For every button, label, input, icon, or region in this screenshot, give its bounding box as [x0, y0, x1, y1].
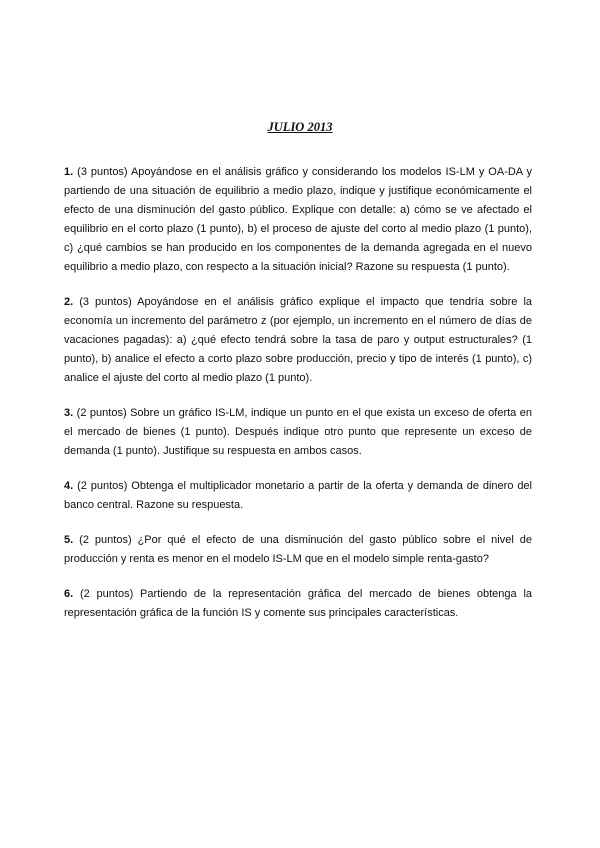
- question-text: (3 puntos) Apoyándose en el análisis gráfico y considerando los modelos IS-LM y OA-DA y partiendo de una situación de equilibrio a medio plazo, indique y justifique económicamente el efecto de una disminución del gasto público. Explique con detalle: a) cómo se ve afectado el equilibrio en el corto plazo (1 punto), b) el proceso de ajuste del corto al medio plazo (1 punto), c) ¿qué cambios se han producido en los componentes de la demanda agregada en el nuevo equilibrio a medio plazo, con respecto a la situación inicial? Razone su respuesta (1 punto).: [64, 166, 532, 273]
- question-number: 5.: [64, 534, 74, 546]
- question-text: (2 puntos) Obtenga el multiplicador monetario a partir de la oferta y demanda de dinero del banco central. Razone su respuesta.: [64, 480, 532, 511]
- question-text: (3 puntos) Apoyándose en el análisis gráfico explique el impacto que tendría sobre la economía un incremento del parámetro z (por ejemplo, un incremento en el número de días de vacaciones pagadas): a) ¿qué efecto tendrá sobre la tasa de paro y output estructurales? (1 punto), b) analice el efecto a corto plazo sobre producción, precio y tipo de interés (1 punto), c) analice el ajuste del corto al medio plazo (1 punto).: [64, 296, 532, 384]
- question-item: [64, 477, 532, 515]
- question-list: [64, 163, 532, 639]
- page-title: JULIO 2013: [267, 120, 333, 134]
- question-item: [64, 585, 532, 623]
- question-item: [64, 293, 532, 388]
- question-item: [64, 163, 532, 277]
- question-text: (2 puntos) Partiendo de la representación gráfica del mercado de bienes obtenga la representación gráfica de la función IS y comente sus principales características.: [64, 588, 533, 619]
- question-number: 2.: [64, 296, 74, 308]
- question-number: 1.: [64, 166, 74, 178]
- question-text: (2 puntos) ¿Por qué el efecto de una disminución del gasto público sobre el nivel de producción y renta es menor en el modelo IS-LM que en el modelo simple renta-gasto?: [64, 534, 532, 565]
- question-number: 6.: [64, 588, 74, 600]
- question-text: (2 puntos) Sobre un gráfico IS-LM, indique un punto en el que exista un exceso de oferta en el mercado de bienes (1 punto). Después indique otro punto que represente un exceso de demanda (1 punto). Justifique su respuesta en ambos casos.: [64, 407, 533, 457]
- question-number: 3.: [64, 407, 74, 419]
- question-item: [64, 404, 532, 461]
- question-item: [64, 531, 532, 569]
- question-number: 4.: [64, 480, 74, 492]
